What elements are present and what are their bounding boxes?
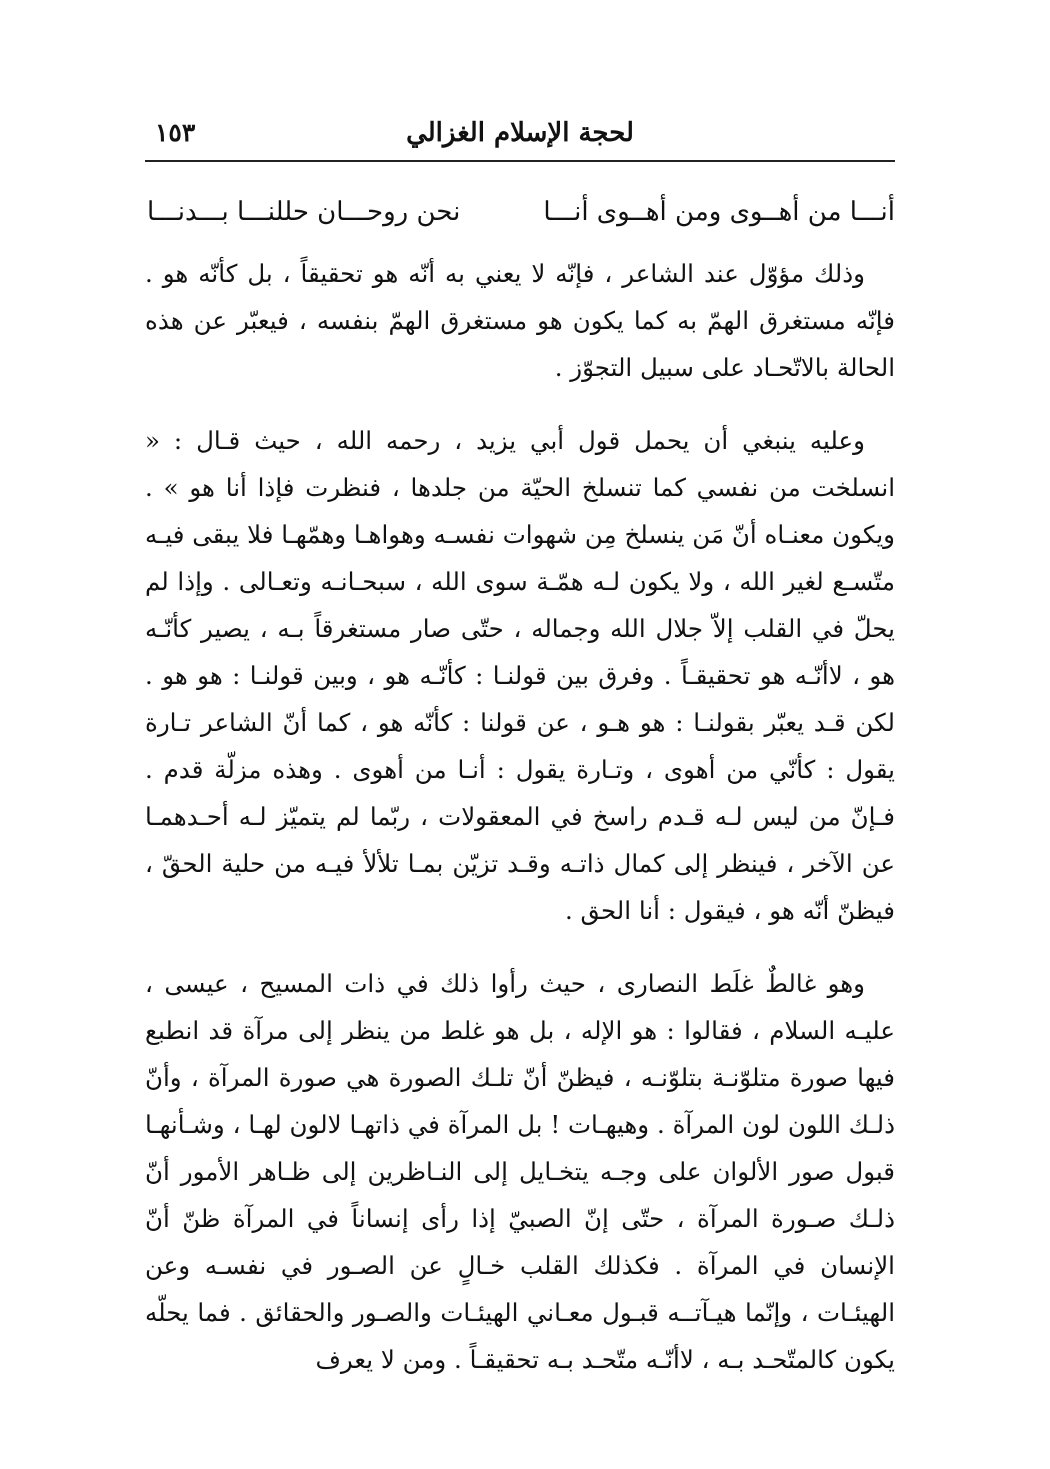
page-number: ١٥٣ xyxy=(155,118,196,147)
paragraph-3: وهو غالطٌ غلَط النصارى ، حيث رأوا ذلك في ذات المسيح ، عيسى ، عليـه السلام ، فقالوا : هو الإله ، بل هو غلط من ينظر إلى مرآة قد انطبع فيها صورة متلوّنـة بتلوّنـه ، فيظنّ أنّ تلـك الصورة هي صورة المرآة ، وأنّ ذلـك اللون لون المرآة . وهيهـات ! بل المرآة في ذاتهـا لالون لهـا ، وشـأنهـا قبول صور الألوان على وجـه يتخـايل إلى النـاظرين إلى ظـاهر الأمور أنّ ذلـك صـورة المرآة ، حتّى إنّ الصبيّ إذا رأى إنساناً في المرآة ظنّ أنّ الإنسان في المرآة . فكذلك القلب خـالٍ عن الصـور في نفسـه وعن الهيئـات ، وإنّما هيـآتــه قبـول معـاني الهيئـات والصـور والحقائق . فما يحلّه يكون كالمتّحـد بـه ، لاأنّـه متّحـد بـه تحقيقـاً . ومن لا يعرف xyxy=(145,969,895,1374)
paragraph-1: وذلك مؤوّل عند الشاعر ، فإنّه لا يعني به أنّه هو تحقيقاً ، بل كأنّه هو . فإنّه مستغرق الهمّ به كما يكون هو مستغرق الهمّ بنفسه ، فيعبّر عن هذه الحالة بالاتّحـاد على سبيل التجوّز . xyxy=(145,259,895,382)
book-page xyxy=(145,110,895,1440)
running-header xyxy=(145,110,895,162)
verse-second-hemistich: نحن روحـــان حللنـــا بـــدنـــا xyxy=(147,197,461,227)
running-header-title: لحجة الإسلام الغزالي xyxy=(406,118,634,148)
verse-first-hemistich: أنـــا من أهــوى ومن أهــوى أنـــا xyxy=(543,197,895,227)
poetry-verse xyxy=(145,192,895,232)
paragraph-2: وعليه ينبغي أن يحمل قول أبي يزيد ، رحمه الله ، حيث قـال : « انسلخت من نفسي كما تنسلخ الحيّة من جلدها ، فنظرت فإذا أنا هو » . ويكون معنـاه أنّ مَن ينسلخ مِن شهوات نفسـه وهواهـا وهمّهـا فلا يبقى فيـه متّسـع لغير الله ، ولا يكون لـه همّـة سوى الله ، سبحـانـه وتعـالى . وإذا لم يحلّ في القلب إلاّ جلال الله وجماله ، حتّى صار مستغرقاً بـه ، يصير كأنّـه هو ، لاأنّـه هو تحقيقـاً . وفرق بين قولنـا : كأنّـه هو ، وبين قولنـا : هو هو . لكن قـد يعبّر بقولنـا : هو هـو ، عن قولنا : كأنّه هو ، كما أنّ الشاعر تـارة يقول : كأنّي من أهوى ، وتـارة يقول : أنـا من أهوى . وهذه مزلّة قدم . فـإنّ من ليس لـه قـدم راسخ في المعقولات ، ربّما لم يتميّز لـه أحـدهمـا عن الآخر ، فينظر إلى كمال ذاتـه وقـد تزيّن بمـا تلألأ فيـه من حلية الحقّ ، فيظنّ أنّه هو ، فيقول : أنا الحق . xyxy=(145,426,895,925)
body-text xyxy=(145,250,895,1383)
